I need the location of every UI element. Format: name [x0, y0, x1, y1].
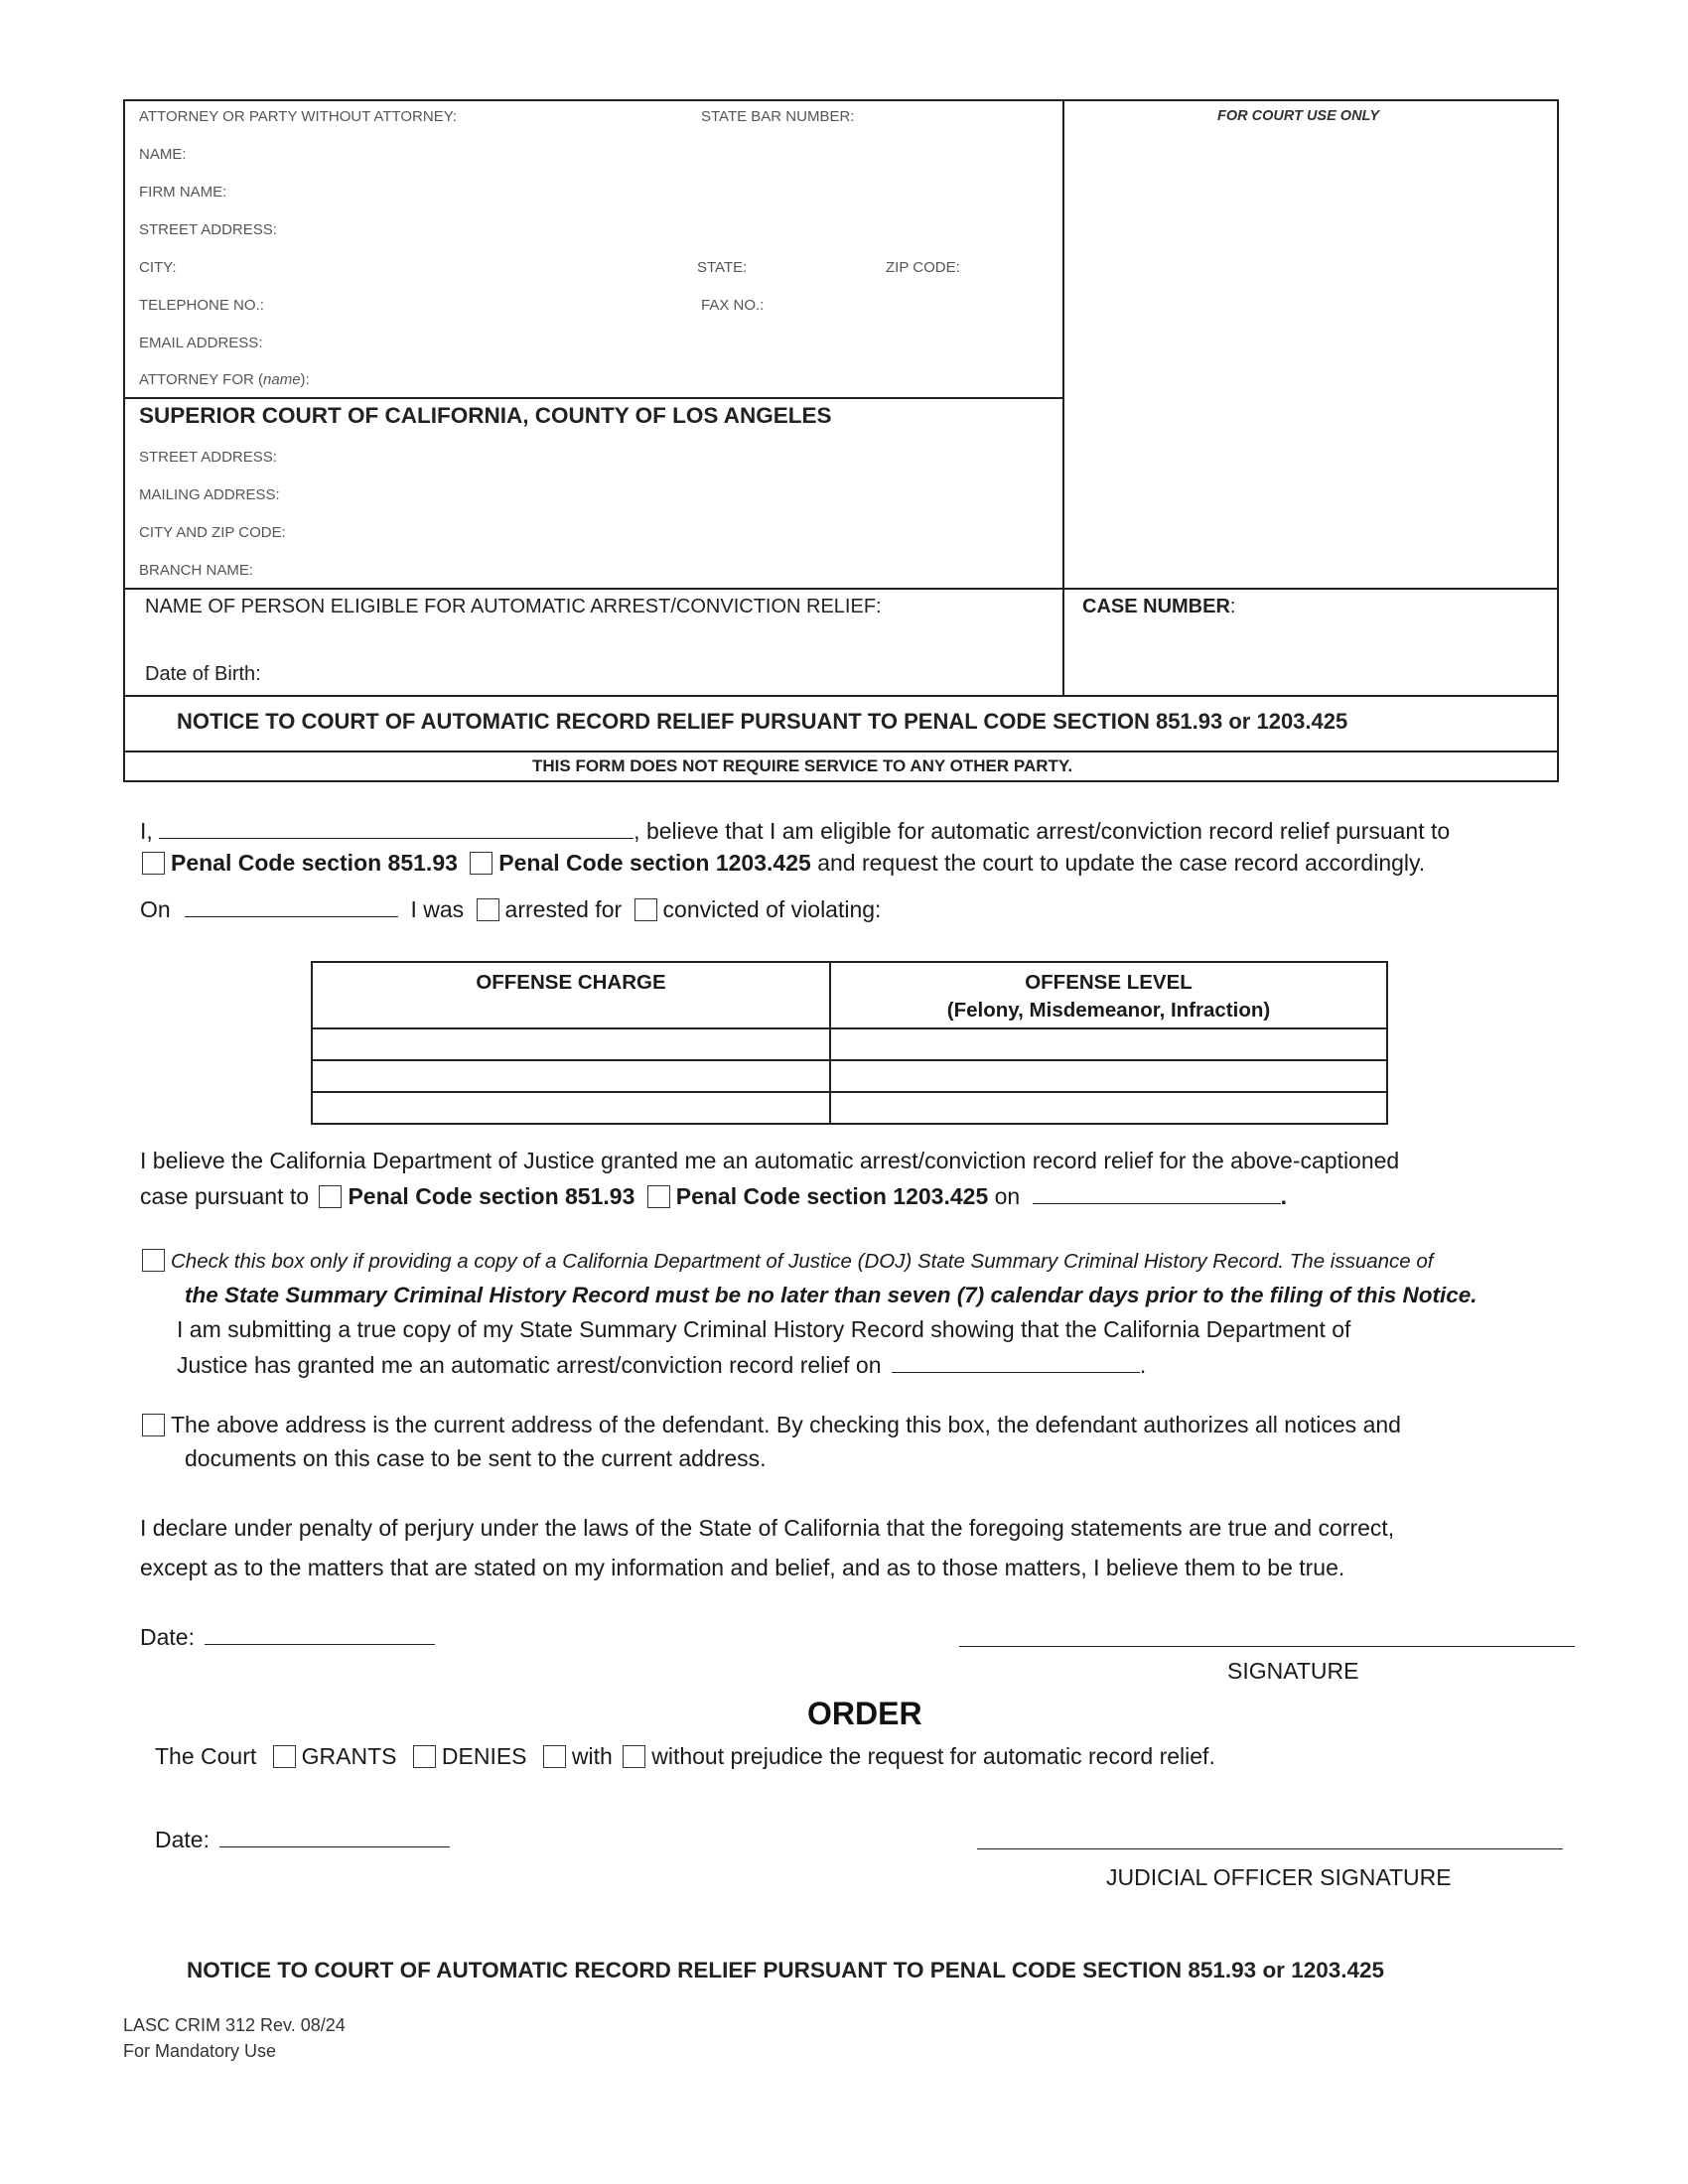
statement-line-1: [140, 816, 1450, 845]
doj-prefix: case pursuant to: [140, 1183, 310, 1209]
offense-charge-header-text: OFFENSE CHARGE: [476, 971, 666, 994]
offense-level-header-line2: (Felony, Misdemeanor, Infraction): [946, 999, 1271, 1022]
statement-i: I,: [140, 818, 153, 844]
court-name: SUPERIOR COURT OF CALIFORNIA, COUNTY OF LOS ANGELES: [139, 403, 832, 428]
no-service-note: THIS FORM DOES NOT REQUIRE SERVICE TO ANY OTHER PARTY.: [532, 756, 1073, 775]
pc-1203-label: Penal Code section 1203.425: [498, 850, 811, 876]
doj-period: .: [1280, 1183, 1288, 1209]
judicial-signature-line[interactable]: [977, 1848, 1563, 1849]
the-court-label: The Court: [155, 1743, 257, 1769]
denies-checkbox[interactable]: [413, 1745, 436, 1768]
footer-title: NOTICE TO COURT OF AUTOMATIC RECORD RELIEF PURSUANT TO PENAL CODE SECTION 851.93 or 1203.425: [187, 1958, 1385, 1982]
arrest-date-blank[interactable]: [185, 894, 398, 917]
declaration-line-1: I declare under penalty of perjury under the laws of the State of California that the foregoing statements are true and correct,: [140, 1515, 1395, 1541]
phone-label[interactable]: TELEPHONE NO.:: [139, 297, 264, 314]
pc-1203-checkbox[interactable]: [470, 852, 492, 875]
fax-label[interactable]: FAX NO.:: [701, 297, 765, 314]
without-label: without prejudice the request for automatic record relief.: [651, 1743, 1215, 1769]
offense-charge-cell[interactable]: [312, 1060, 830, 1092]
doj-line-2: [140, 1181, 1287, 1210]
without-checkbox[interactable]: [623, 1745, 645, 1768]
state-label[interactable]: STATE:: [697, 259, 748, 276]
offense-table-header: [312, 962, 1387, 1028]
denies-label: DENIES: [441, 1743, 527, 1769]
court-branch-label: BRANCH NAME:: [139, 562, 254, 579]
eligible-section-divider: [125, 588, 1557, 590]
record-line-4: [177, 1350, 1146, 1379]
doj-851-label: Penal Code section 851.93: [348, 1183, 635, 1209]
note-section-divider: [125, 751, 1557, 752]
order-date-blank[interactable]: [219, 1825, 450, 1847]
offense-level-header-line1: OFFENSE LEVEL: [1025, 971, 1193, 994]
form-title: NOTICE TO COURT OF AUTOMATIC RECORD RELIEF PURSUANT TO PENAL CODE SECTION 851.93 or 1203.425: [177, 709, 1348, 734]
request-text: and request the court to update the case record accordingly.: [817, 850, 1426, 876]
record-italic-text: Check this box only if providing a copy of a California Department of Justice (DOJ) State Summary Criminal History Record. The issuance of: [171, 1250, 1434, 1273]
dob-label[interactable]: Date of Birth:: [145, 663, 261, 685]
street-label[interactable]: STREET ADDRESS:: [139, 221, 277, 238]
statement-line-2: [142, 850, 1425, 877]
caption-box: [123, 99, 1559, 782]
state-bar-label: STATE BAR NUMBER:: [701, 108, 855, 125]
record-line-4-text: Justice has granted me an automatic arrest/conviction record relief on: [177, 1352, 882, 1378]
doj-1203-checkbox[interactable]: [647, 1185, 670, 1208]
record-date-blank[interactable]: [892, 1350, 1140, 1373]
eligible-person-label[interactable]: NAME OF PERSON ELIGIBLE FOR AUTOMATIC ARREST/CONVICTION RELIEF:: [145, 596, 882, 617]
record-period: .: [1139, 1352, 1147, 1378]
with-checkbox[interactable]: [543, 1745, 566, 1768]
doj-line-1: I believe the California Department of Justice granted me an automatic arrest/conviction record relief for the above-captioned: [140, 1148, 1400, 1173]
attorney-for-prefix: ATTORNEY FOR (: [139, 371, 264, 388]
attorney-for-name: name: [263, 371, 301, 388]
record-checkbox-line-1: [142, 1249, 1434, 1274]
court-street-label: STREET ADDRESS:: [139, 449, 277, 466]
firm-label[interactable]: FIRM NAME:: [139, 184, 227, 201]
city-label[interactable]: CITY:: [139, 259, 177, 276]
case-number-label[interactable]: [1082, 596, 1235, 618]
attorney-for-suffix: ):: [300, 371, 310, 388]
record-checkbox[interactable]: [142, 1249, 165, 1272]
offense-table: [311, 961, 1388, 1125]
declarant-signature-line[interactable]: [959, 1646, 1575, 1647]
court-city-label: CITY AND ZIP CODE:: [139, 524, 286, 541]
zip-label[interactable]: ZIP CODE:: [886, 259, 960, 276]
declarant-date-blank[interactable]: [205, 1622, 435, 1645]
form-id: LASC CRIM 312 Rev. 08/24: [123, 2015, 346, 2035]
order-date-label: Date:: [155, 1827, 210, 1852]
offense-level-cell[interactable]: [830, 1028, 1387, 1060]
arrested-for-label: arrested for: [504, 896, 623, 922]
address-line-2: documents on this case to be sent to the current address.: [185, 1445, 767, 1471]
case-number-text: CASE NUMBER: [1082, 596, 1230, 617]
doj-date-blank[interactable]: [1033, 1181, 1281, 1204]
mandatory-use: For Mandatory Use: [123, 2041, 277, 2061]
caption-divider: [1062, 101, 1064, 697]
offense-level-cell[interactable]: [830, 1092, 1387, 1124]
doj-1203-label: Penal Code section 1203.425: [675, 1183, 989, 1209]
court-section-divider: [125, 397, 1062, 399]
attorney-for-label[interactable]: [139, 371, 310, 388]
email-label[interactable]: EMAIL ADDRESS:: [139, 335, 263, 351]
court-mailing-label: MAILING ADDRESS:: [139, 486, 280, 503]
grants-checkbox[interactable]: [273, 1745, 296, 1768]
on-label: On: [140, 896, 171, 922]
offense-charge-header: [312, 962, 830, 1028]
table-row: [312, 1060, 1387, 1092]
arrested-checkbox[interactable]: [477, 898, 499, 921]
declarant-name-blank[interactable]: [159, 816, 633, 839]
declarant-date: [140, 1622, 435, 1651]
grants-label: GRANTS: [301, 1743, 397, 1769]
signature-label: SIGNATURE: [1227, 1658, 1359, 1684]
offense-level-header: [830, 962, 1387, 1028]
declaration-line-2: except as to the matters that are stated on my information and belief, and as to those matters, I believe them to be true.: [140, 1555, 1345, 1580]
statement-believe: , believe that I am eligible for automatic arrest/conviction record relief pursuant to: [633, 818, 1451, 844]
with-label: with: [571, 1743, 613, 1769]
convicted-checkbox[interactable]: [634, 898, 657, 921]
judicial-signature-label: JUDICIAL OFFICER SIGNATURE: [1106, 1864, 1452, 1890]
name-label[interactable]: NAME:: [139, 146, 187, 163]
offense-charge-cell[interactable]: [312, 1028, 830, 1060]
title-section-divider: [125, 695, 1557, 697]
declarant-date-label: Date:: [140, 1624, 195, 1650]
address-checkbox[interactable]: [142, 1414, 165, 1436]
attorney-label: ATTORNEY OR PARTY WITHOUT ATTORNEY:: [139, 108, 458, 125]
offense-level-cell[interactable]: [830, 1060, 1387, 1092]
address-line-1: [142, 1412, 1401, 1438]
court-use-label: FOR COURT USE ONLY: [1217, 108, 1379, 124]
record-bold-line: the State Summary Criminal History Record must be no later than seven (7) calendar days prior to the filing of this Notice.: [185, 1283, 1477, 1307]
order-title: ORDER: [807, 1696, 922, 1731]
record-line-3: I am submitting a true copy of my State Summary Criminal History Record showing that the California Department of: [177, 1316, 1351, 1342]
order-date: [155, 1825, 450, 1853]
table-row: [312, 1092, 1387, 1124]
pc-851-label: Penal Code section 851.93: [171, 850, 458, 876]
case-number-colon: :: [1229, 596, 1236, 617]
pc-851-checkbox[interactable]: [142, 852, 165, 875]
table-row: [312, 1028, 1387, 1060]
order-options: [155, 1743, 1215, 1770]
i-was-label: I was: [410, 896, 465, 922]
doj-851-checkbox[interactable]: [319, 1185, 342, 1208]
doj-on-label: on: [994, 1183, 1021, 1209]
convicted-of-label: convicted of violating:: [662, 896, 882, 922]
statement-line-3: [140, 894, 881, 923]
offense-charge-cell[interactable]: [312, 1092, 830, 1124]
address-text-1: The above address is the current address of the defendant. By checking this box, the defendant authorizes all notices and: [171, 1412, 1401, 1437]
